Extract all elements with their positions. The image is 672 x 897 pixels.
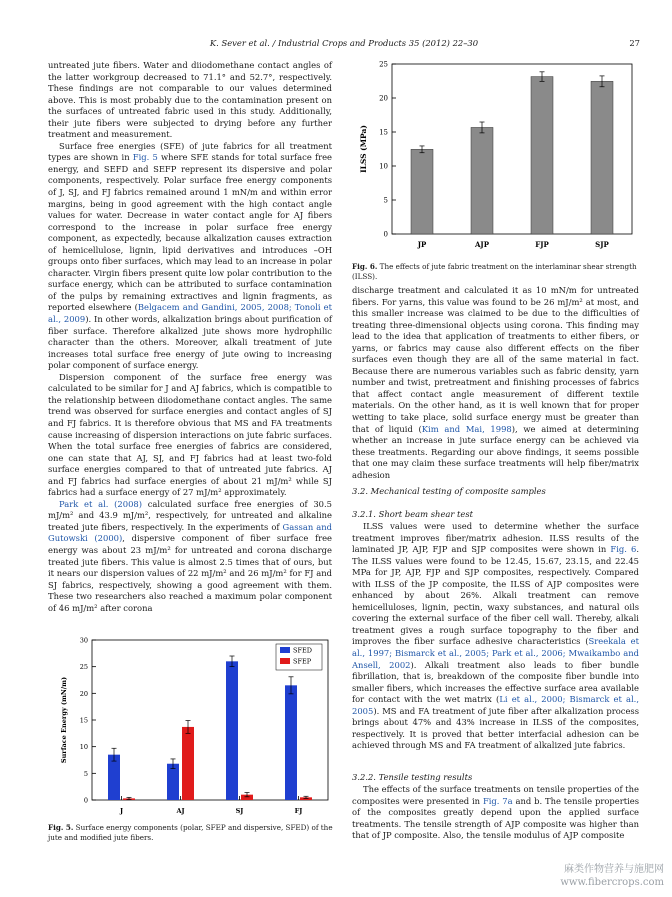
y-tick-label: 15	[379, 128, 388, 137]
paragraph: ILSS values were used to determine whether the surface treatment improves fiber/matrix adhesion. ILSS results of the laminated JP, AJP, FJP and SJP composites were shown in Fig. 6. The ILSS values were found to be 12.45, 15.67, 23.15, and 22.45 MPa for JP, AJP, FJP and SJP composites, respectively. Compared with ILSS of the JP composite, the ILSS of AJP composites were enhanced by about 26%. Alkali treatment can remove hemicelluloses, lignin, pectin, waxy substances, and natural oils covering the external surface of the fiber cell wall. Thereby, alkali treatment gives a rough surface topography to the fiber and improves the fiber surface adhesive characteristics (Sreekala et al., 1997; Bismarck et al., 2005; Park et al., 2006; Mwaikambo and Ansell, 2002). Alkali treatment also leads to fiber bundle fibrillation, that is, breakdown of the composite fiber bundle into smaller fibers, which increases the effective surface area available for contact with the wet matrix (Li et al., 2000; Bismarck et al., 2005). MS and FA treatment of jute fiber after alkalization process brings about 47% and 43% increase in ILSS of the composites, respectively. It is proved that better interfacial adhesion can be achieved through MS and FA treatment of alkalized jute fabrics.	[352, 521, 639, 751]
y-axis-label: ILSS (MPa)	[359, 125, 368, 173]
citation-link[interactable]: Kim and Mai, 1998	[421, 423, 512, 434]
bar	[531, 77, 553, 234]
paragraph: discharge treatment and calculated it as 10 mN/m for untreated fibers. For yarns, this value was found to be 26 mJ/m² at most, and this smaller increase was claimed to be due to the difficulties of treating three-dimensional objects using corona. This finding may lead to the idea that application of treatments to either fibers, or yarns, or fabrics may cause also different effects on the fiber surfaces even though they are all of the same material in fact. Because there are numerous variables such as fabric density, yarn number and twist, pretreatment and finishing processes of fabrics that affect contact angle measurement of different textile materials. On the other hand, as it is well known that for proper wetting to take place, solid surface energy must be greater than that of liquid (Kim and Mai, 1998), we aimed at determining whether an increase in jute surface energy can be achieved via these treatments. Regarding our above findings, it seems possible that one may claim these surface treatments will help fiber/matrix adhesion	[352, 285, 639, 480]
figure-link[interactable]: Fig. 6	[610, 544, 637, 555]
bar	[226, 661, 238, 800]
watermark-line: 麻类作物营养与施肥网	[564, 864, 664, 875]
figure-link[interactable]: Fig. 5	[132, 152, 158, 163]
running-header	[48, 38, 640, 52]
citation-link[interactable]: Belgacem and Gandini, 2005, 2008; Tonoli et al., 2009	[48, 302, 332, 325]
figure-6-caption	[352, 262, 642, 282]
section-heading-3-2-1: 3.2.1. Short beam shear test	[352, 509, 474, 519]
legend-entry: SFED	[293, 646, 312, 655]
paragraph: Dispersion component of the surface free energy was calculated to be similar for J and AJ fabrics, which is compatible to the relationship between diiodomethane contact angles. The same trend was observed for surface energies and contact angles of SJ and FJ fabrics. It is therefore obvious that MS and FA treatments cause increasing of dispersion interactions on jute fabric surfaces. When the total surface free energies of fabrics are considered, one can state that AJ, SJ, and FJ fabrics had at least two-fold surface energies compared to that of untreated jute fabrics. AJ and FJ fabrics had surface energies of about 21 mJ/m² while SJ fabrics had a surface energy of 27 mJ/m² approximately.	[48, 371, 332, 498]
y-tick-label: 30	[79, 636, 88, 645]
paragraph: untreated jute fibers. Water and diiodomethane contact angles of the latter workgroup decreased to 71.1° and 52.7°, respectively. These findings are not comparable to our values determined above. This is most probably due to the contamination present on the surfaces of untreated fabric used in this study. Additionally, their jute fibers were subjected to drying before any further treatment and measurement.	[48, 60, 332, 140]
paragraph: Park et al. (2008) calculated surface free energies of 30.5 mJ/m² and 43.9 mJ/m², respectively, for untreated and alkaline treated jute fibers, respectively. In the experiments of Gassan and Gutowski (2000), dispersive component of fiber surface free energy was about 23 mJ/m² for untreated and corona discharge treated jute fibers. This value is almost 2.5 times that of ours, but it nears our dispersion values of 22 mJ/m² and 26 mJ/m² for FJ and SJ fabrics, respectively, showing a good agreement with them. These two researchers also reached a maximum polar component of 46 mJ/m² after corona	[48, 498, 332, 613]
bar	[591, 81, 613, 234]
paragraph: Surface free energies (SFE) of jute fabrics for all treatment types are shown in Fig. 5 where SFE stands for total surface free energy, and SEFD and SEFP represent its dispersive and polar components, respectively. Polar surface free energy components of J, SJ, and FJ fabrics remained around 1 mN/m and within error margins, being in good agreement with the high contact angle values for water. Decrease in water contact angle for AJ fibers correspond to the increase in polar surface free energy component, as expectedly, because alkalization causes extraction of hemicellulose, lignin, lipid derivatives and introduces –OH groups onto fiber surfaces, which may lead to an increase in polar character. Virgin fibers present quite low polar contribution to the surface energy, which can be attributed to surface contamination of the pulps by remaining extractives and lignin fragments, as reported elsewhere (Belgacem and Gandini, 2005, 2008; Tonoli et al., 2009). In other words, alkalization brings about purification of fiber surface. Therefore alkalized jute shows more hydrophilic character than the others. Moreover, alkali treatment of jute increases total surface free energy of jute owing to increasing polar component of surface energy.	[48, 140, 332, 371]
x-tick-label: SJP	[595, 240, 609, 249]
y-tick-label: 0	[383, 230, 388, 239]
section-heading-3-2: 3.2. Mechanical testing of composite samples	[352, 486, 546, 496]
legend-entry: SFEP	[293, 657, 312, 666]
figure-label: Fig. 6.	[352, 262, 378, 271]
y-tick-label: 10	[79, 743, 88, 752]
legend-swatch	[280, 647, 290, 653]
section-heading-3-2-2: 3.2.2. Tensile testing results	[352, 772, 473, 782]
bar	[108, 755, 120, 800]
figure-label: Fig. 5.	[48, 823, 74, 832]
caption-text: Surface energy components (polar, SFEP and dispersive, SFED) of the jute and modified jute fibers.	[48, 823, 333, 842]
paragraph: The effects of the surface treatments on tensile properties of the composites were presented in Fig. 7a and b. The tensile properties of the composites greatly depend upon the applied surface treatments. The tensile strength of AJP composite was higher than that of JP composite. Also, the tensile modulus of AJP composite	[352, 784, 640, 841]
y-tick-label: 25	[79, 663, 88, 672]
legend-swatch	[280, 658, 290, 664]
bar	[167, 764, 179, 800]
ilss-chart	[352, 58, 640, 256]
figure-5-caption	[48, 823, 338, 843]
citation-link[interactable]: Li et al., 2000; Bismarck et al., 2005	[352, 694, 639, 716]
x-tick-label: J	[119, 807, 124, 815]
right-column-top	[352, 285, 639, 481]
y-tick-label: 5	[383, 196, 388, 205]
y-tick-label: 15	[79, 716, 88, 725]
y-tick-label: 10	[379, 162, 388, 171]
surface-energy-chart	[48, 632, 338, 818]
y-tick-label: 5	[83, 769, 88, 778]
bar	[411, 149, 433, 234]
bar	[285, 685, 297, 800]
x-tick-label: FJ	[294, 807, 303, 815]
caption-text: The effects of jute fabric treatment on the interlaminar shear strength (ILSS).	[352, 262, 637, 281]
figure-6	[352, 58, 640, 256]
x-tick-label: FJP	[535, 240, 549, 249]
bar	[182, 727, 194, 800]
figure-link[interactable]: Fig. 7a	[482, 795, 513, 806]
y-axis-label: Surface Energy (mN/m)	[60, 676, 68, 764]
running-head: K. Sever et al. / Industrial Crops and Products 35 (2012) 22–30	[209, 38, 479, 48]
figure-5	[48, 632, 338, 818]
right-column-bottom	[352, 784, 639, 842]
y-tick-label: 20	[79, 689, 88, 698]
x-tick-label: SJ	[235, 807, 244, 815]
y-tick-label: 20	[379, 94, 388, 103]
x-tick-label: JP	[417, 240, 427, 249]
site-watermark	[560, 863, 664, 889]
page-number: 27	[629, 38, 640, 48]
x-tick-label: AJ	[176, 807, 185, 815]
citation-link[interactable]: Sreekala et al., 1997; Bismarck et al., 2005; Park et al., 2006; Mwaikambo and Ansell, 2002	[352, 636, 639, 670]
citation-link[interactable]: Park et al. (2008)	[59, 498, 143, 509]
bar	[471, 127, 493, 234]
y-tick-label: 25	[379, 60, 388, 69]
y-tick-label: 0	[83, 796, 88, 805]
x-tick-label: AJP	[474, 240, 490, 249]
left-column	[48, 60, 332, 614]
right-column-middle	[352, 521, 639, 752]
watermark-line: www.fibercrops.com	[560, 877, 664, 888]
citation-link[interactable]: Gassan and Gutowski (2000)	[48, 521, 332, 544]
